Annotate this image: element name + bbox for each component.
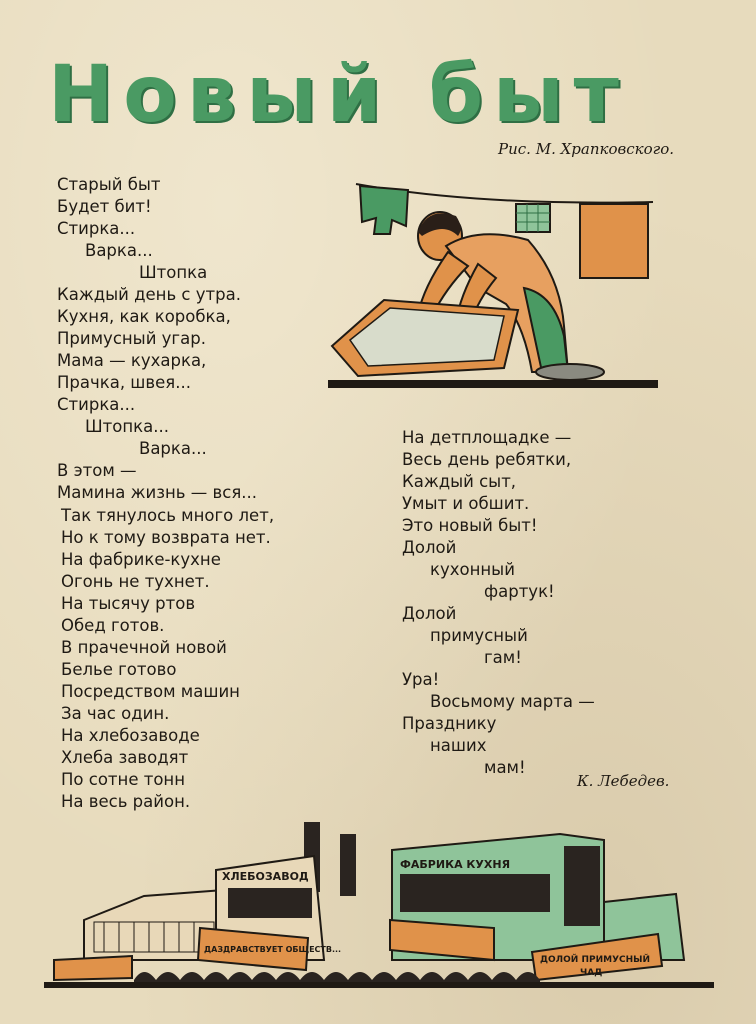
poem-line: В прачечной новой	[61, 638, 227, 657]
poem-left-part2	[61, 505, 274, 813]
poem-line: Каждый сыт,	[402, 472, 517, 491]
poem-line: Умыт и обшит.	[402, 494, 530, 513]
orange-towel	[580, 204, 648, 278]
poem-line: Восьмому марта —	[430, 692, 595, 711]
banner-right-text-2: ЧАД	[580, 968, 603, 978]
poem-line: Обед готов.	[61, 616, 165, 635]
poem-left-part1	[57, 174, 257, 504]
poem-line: По сотне тонн	[61, 770, 185, 789]
poem-line: Штопка...	[85, 417, 169, 436]
poem-line: На тысячу ртов	[61, 594, 196, 613]
poem-line: примусный	[430, 626, 528, 645]
poem-line: Штопка	[139, 263, 208, 282]
poem-line: Стирка...	[57, 219, 136, 238]
poem-line: Хлеба заводят	[61, 748, 189, 767]
poem-line: Будет бит!	[57, 197, 152, 216]
bucket	[536, 364, 604, 380]
banner-left-text: ДАЗДРАВСТВУЕТ ОБЩЕСТВ...	[204, 945, 342, 954]
poem-line: На хлебозаводе	[61, 726, 200, 745]
poem-line: Примусный угар.	[57, 329, 206, 348]
factory-illustration	[44, 810, 714, 992]
laundry-illustration	[328, 176, 658, 396]
poem-line: мам!	[484, 758, 526, 777]
banner-right-text-1: ДОЛОЙ ПРИМУСНЫЙ	[540, 955, 651, 965]
ground-line	[328, 380, 658, 388]
poem-line: Стирка...	[57, 395, 136, 414]
poem-line: Огонь не тухнет.	[61, 572, 210, 591]
poem-line: наших	[430, 736, 487, 755]
poem-line: Варка...	[85, 241, 153, 260]
green-shirt	[360, 186, 408, 234]
checked-cloth	[516, 204, 550, 232]
poem-line: фартук!	[484, 582, 555, 601]
poem-line: За час один.	[61, 704, 170, 723]
poem-right	[402, 427, 595, 779]
poem-line: Долой	[402, 604, 457, 623]
poem-line: Белье готово	[61, 660, 177, 679]
poem-line: Весь день ребятки,	[402, 450, 572, 469]
poem-line: Старый быт	[57, 175, 161, 194]
kitchen-factory-sign: ФАБРИКА КУХНЯ	[400, 858, 511, 871]
illustration-credit: Рис. М. Храпковского.	[498, 140, 674, 158]
poem-line: Ура!	[402, 670, 440, 689]
poem-line: Это новый быт!	[402, 516, 538, 535]
poem-line: Кухня, как коробка,	[57, 307, 231, 326]
bakery-sign: ХЛЕБОЗАВОД	[222, 870, 309, 883]
poem-line: Долой	[402, 538, 457, 557]
poem-author: К. Лебедев.	[577, 772, 670, 790]
poem-line: На детплощадке —	[402, 428, 572, 447]
poem-line: Мама — кухарка,	[57, 351, 207, 370]
poem-line: На весь район.	[61, 792, 191, 811]
page-title: Новый быт	[48, 50, 629, 140]
poem-line: кухонный	[430, 560, 515, 579]
poem-line: Посредством машин	[61, 682, 240, 701]
poem-line: В этом —	[57, 461, 137, 480]
poem-line: Но к тому возврата нет.	[61, 528, 271, 547]
poem-line: Так тянулось много лет,	[61, 506, 275, 525]
poem-line: На фабрике-кухне	[61, 550, 221, 569]
poem-line: гам!	[484, 648, 522, 667]
poem-line: Прачка, швея...	[57, 373, 191, 392]
poem-line: Празднику	[402, 714, 497, 733]
poem-line: Мамина жизнь — вся...	[57, 483, 257, 502]
poem-line: Каждый день с утра.	[57, 285, 241, 304]
street-line	[44, 982, 714, 988]
chimney-right	[340, 834, 356, 896]
poem-line: Варка...	[139, 439, 207, 458]
